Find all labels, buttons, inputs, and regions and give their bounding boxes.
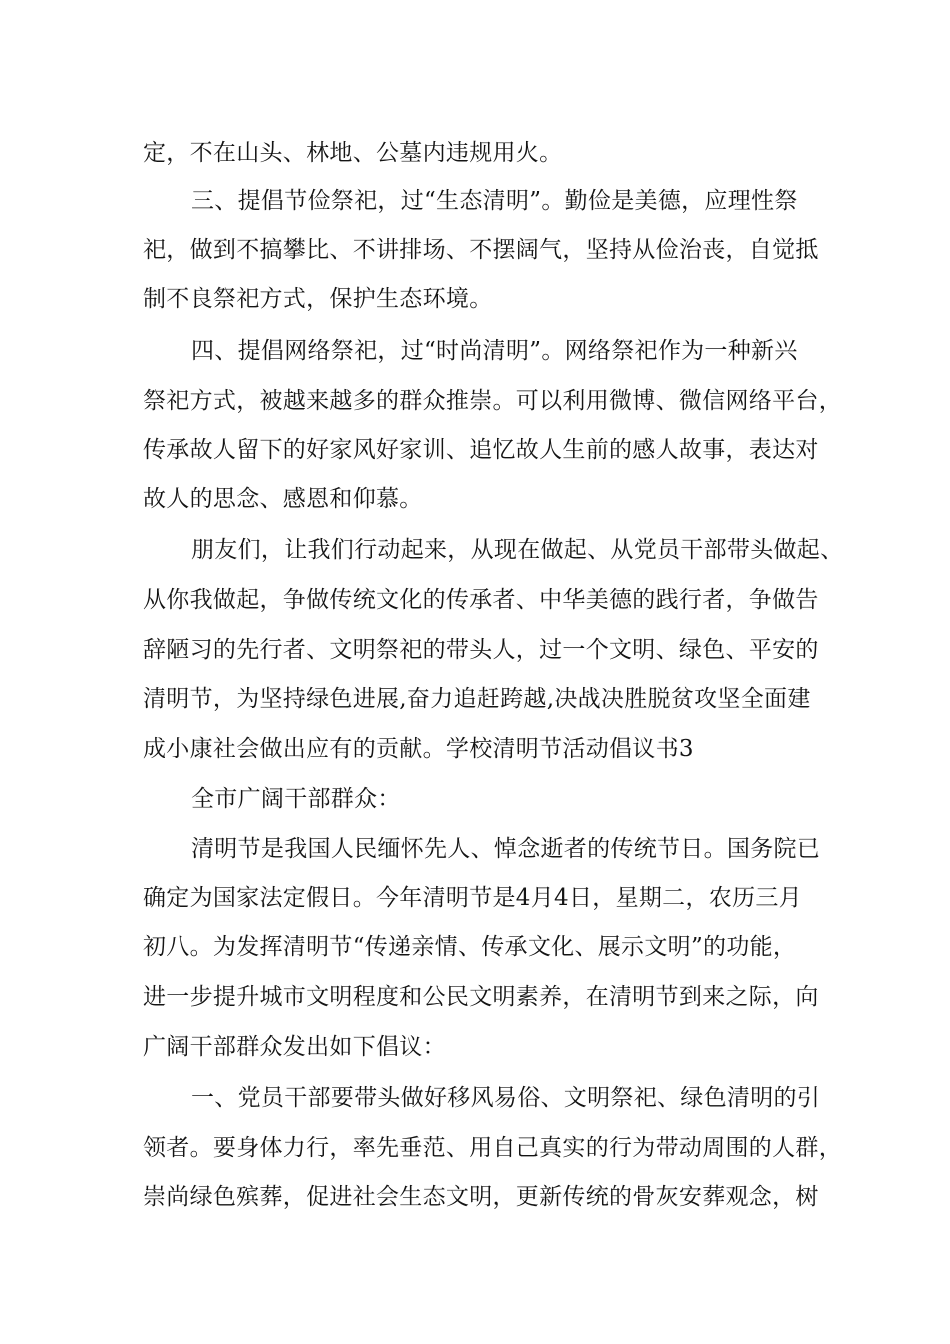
text-line: 全市广阔干部群众： [191, 786, 401, 812]
text-line: 崇尚绿色殡葬，促进社会生态文明，更新传统的骨灰安葬观念，树 [143, 1184, 819, 1210]
text-line: 清明节，为坚持绿色进展,奋力追赶跨越,决战决胜脱贫攻坚全面建 [143, 686, 811, 712]
text-line: 三、提倡节俭祭祀，过“生态清明”。勤俭是美德，应理性祭 [191, 188, 798, 214]
text-line: 辞陋习的先行者、文明祭祀的带头人，过一个文明、绿色、平安的 [143, 637, 819, 663]
text-line: 进一步提升城市文明程度和公民文明素养，在清明节到来之际，向 [143, 984, 819, 1010]
text-line: 传承故人留下的好家风好家训、追忆故人生前的感人故事，表达对 [143, 437, 819, 463]
text-line: 一、党员干部要带头做好移风易俗、文明祭祀、绿色清明的引 [191, 1085, 821, 1111]
text-line: 初八。为发挥清明节“传递亲情、传承文化、展示文明”的功能， [143, 934, 797, 960]
text-line: 故人的思念、感恩和仰慕。 [143, 486, 423, 512]
text-line: 成小康社会做出应有的贡献。学校清明节活动倡议书3 [143, 736, 694, 762]
text-line: 确定为国家法定假日。今年清明节是4月4日，星期二，农历三月 [143, 885, 802, 911]
text-line: 祀，做到不搞攀比、不讲排场、不摆阔气，坚持从俭治丧，自觉抵 [143, 237, 819, 263]
text-line: 从你我做起，争做传统文化的传承者、中华美德的践行者，争做告 [143, 587, 819, 613]
text-line: 四、提倡网络祭祀，过“时尚清明”。网络祭祀作为一种新兴 [191, 338, 798, 364]
text-line: 广阔干部群众发出如下倡议： [143, 1034, 446, 1060]
text-line: 领者。要身体力行，率先垂范、用自己真实的行为带动周围的人群， [143, 1135, 842, 1161]
text-line: 定，不在山头、林地、公墓内违规用火。 [143, 140, 563, 166]
text-line: 朋友们，让我们行动起来，从现在做起、从党员干部带头做起、 [191, 537, 844, 563]
text-line: 制不良祭祀方式，保护生态环境。 [143, 286, 493, 312]
text-line: 清明节是我国人民缅怀先人、悼念逝者的传统节日。国务院已 [191, 836, 821, 862]
text-line: 祭祀方式，被越来越多的群众推崇。可以利用微博、微信网络平台， [143, 388, 842, 414]
